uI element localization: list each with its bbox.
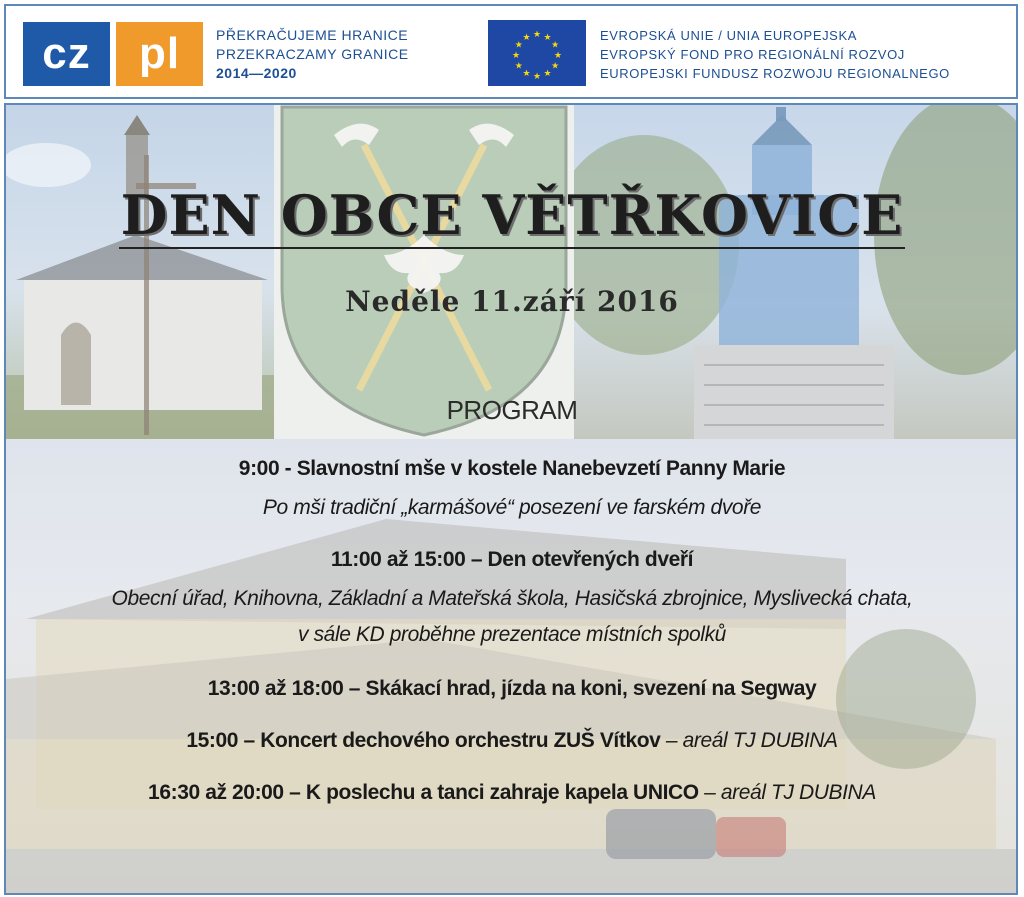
program-item-mass [6, 457, 1018, 481]
chapel-photo [6, 105, 274, 439]
program-item-band-sep: – [698, 781, 721, 804]
svg-text:★: ★ [553, 51, 563, 61]
program-item-band-text: 16:30 až 20:00 – K poslechu a tanci zahraje kapela UNICO [148, 781, 699, 804]
svg-text:★: ★ [511, 51, 521, 61]
svg-text:★: ★ [543, 69, 552, 80]
svg-text:★: ★ [543, 32, 552, 43]
church-illustration [574, 105, 1018, 439]
program-item-attractions-text: 13:00 až 18:00 – Skákací hrad, jízda na koni, svezení na Segway [207, 677, 817, 700]
svg-text:★: ★ [522, 69, 531, 80]
program-item-open-doors-note-text: v sále KD proběhne prezentace místních spolků [298, 623, 726, 646]
event-date: Neděle 11.září 2016 [345, 285, 679, 318]
program-item-open-doors-note [6, 623, 1018, 647]
svg-text:★: ★ [532, 30, 542, 40]
svg-text:★: ★ [551, 40, 560, 51]
program-item-concert [6, 729, 1018, 753]
eu-line-1: EVROPSKÁ UNIE / UNIA EUROPEJSKA [600, 28, 857, 43]
pl-logo: pl [116, 22, 203, 86]
chapel-illustration [6, 105, 274, 439]
program-text [216, 26, 409, 83]
svg-text:★: ★ [551, 61, 560, 72]
church-photo [574, 105, 1018, 439]
program-years: 2014—2020 [216, 65, 297, 81]
program-item-open-doors-places [6, 587, 1018, 611]
event-title [6, 183, 1018, 247]
eu-flag-icon [488, 20, 586, 86]
coat-of-arms-icon [274, 105, 574, 439]
program-item-mass-text: 9:00 - Slavnostní mše v kostele Nanebevzetí Panny Marie [238, 457, 786, 480]
poster-body [4, 103, 1018, 895]
program-item-mass-note-text: Po mši tradiční „karmášové“ posezení ve farském dvoře [262, 496, 762, 519]
eu-stars [488, 20, 586, 86]
svg-text:★: ★ [532, 72, 542, 82]
program-item-band-venue: areál TJ DUBINA [720, 781, 876, 804]
svg-text:★: ★ [514, 40, 523, 51]
eu-line-3: EUROPEJSKI FUNDUSZ ROZWOJU REGIONALNEGO [600, 66, 950, 81]
program-item-concert-venue: areál TJ DUBINA [682, 729, 838, 752]
program-item-mass-note [6, 496, 1018, 520]
program-item-band [6, 781, 1018, 805]
program-item-open-doors-text: 11:00 až 15:00 – Den otevřených dveří [330, 548, 694, 571]
event-title-text: DEN OBCE VĚTŘKOVICE [120, 183, 904, 247]
program-item-open-doors-places-text: Obecní úřad, Knihovna, Základní a Mateřská škola, Hasičská zbrojnice, Myslivecká chata, [111, 587, 913, 610]
crest-panel [274, 105, 574, 439]
program-item-concert-text: 15:00 – Koncert dechového orchestru ZUŠ Vítkov [186, 729, 661, 752]
svg-text:★: ★ [514, 61, 523, 72]
header-band [4, 4, 1018, 99]
svg-text:★: ★ [522, 32, 531, 43]
program-item-concert-sep: – [660, 729, 683, 752]
program-heading: PROGRAM [446, 395, 578, 425]
program-item-open-doors [6, 548, 1018, 572]
program-line-pl: PRZEKRACZAMY GRANICE [216, 46, 409, 62]
cz-logo: cz [23, 22, 110, 86]
eu-line-2: EVROPSKÝ FOND PRO REGIONÁLNÍ ROZVOJ [600, 47, 905, 62]
program-line-cz: PŘEKRAČUJEME HRANICE [216, 27, 409, 43]
eu-text [600, 26, 950, 83]
program-item-attractions [6, 677, 1018, 701]
